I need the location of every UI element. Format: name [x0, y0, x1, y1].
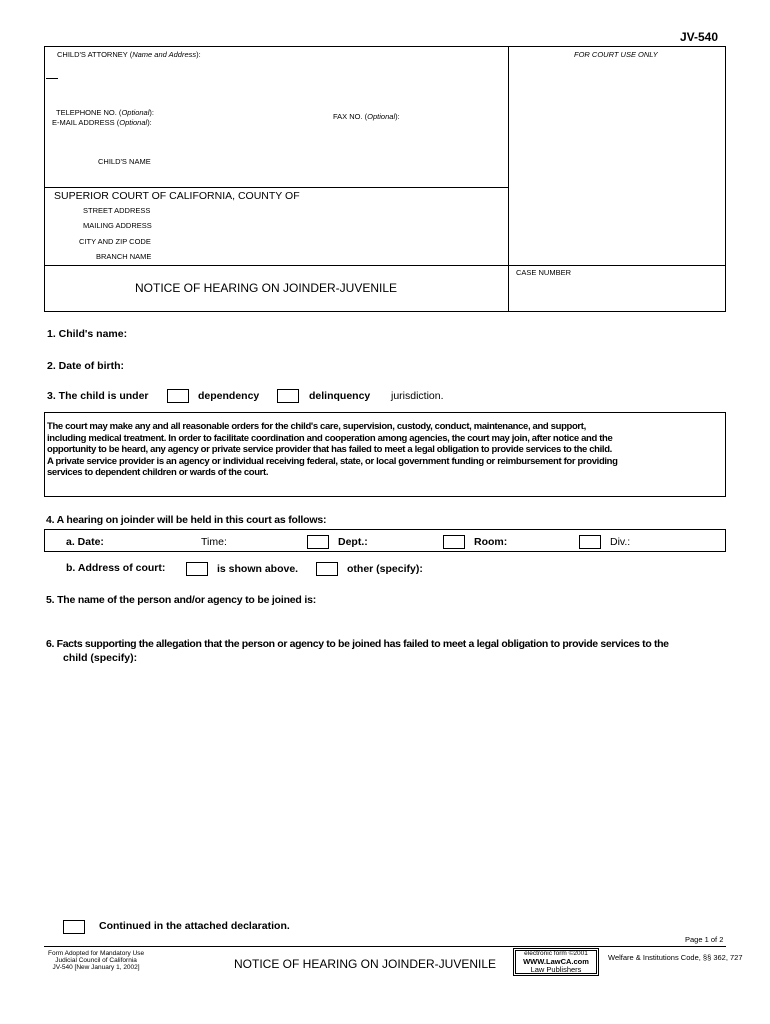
item-6-line-2: child (specify):: [63, 652, 138, 664]
email-label: E-MAIL ADDRESS (Optional):: [52, 118, 152, 127]
lawca-site: WWW.LawCA.com: [523, 957, 589, 966]
header-divider: [508, 46, 509, 312]
notice-line-1: The court may make any and all reasonable orders for the child's care, supervision, custody, conduct, maintenance, and support,: [47, 421, 586, 432]
shown-above-checkbox[interactable]: [186, 562, 208, 576]
adopted-block: [48, 950, 144, 971]
header-box: [44, 46, 726, 312]
telephone-label: TELEPHONE NO. (Optional):: [56, 108, 154, 117]
publisher-text: [513, 950, 599, 974]
electronic-form-label: electronic form ©2001: [524, 950, 588, 957]
attorney-mark: [46, 78, 58, 79]
dependency-label: dependency: [198, 390, 260, 402]
continued-label: Continued in the attached declaration.: [99, 920, 290, 932]
item-1-childs-name: 1. Child's name:: [47, 328, 128, 340]
form-number: JV-540: [680, 30, 719, 44]
date-label: a. Date:: [66, 536, 104, 548]
form-title: NOTICE OF HEARING ON JOINDER-JUVENILE: [135, 281, 398, 295]
city-zip-label: CITY AND ZIP CODE: [79, 237, 151, 246]
footer-title: NOTICE OF HEARING ON JOINDER-JUVENILE: [234, 957, 497, 971]
adopted-line-2: Judicial Council of California: [55, 957, 137, 964]
item-4-label: 4. A hearing on joinder will be held in this court as follows:: [46, 514, 327, 526]
item-6-line-1: 6. Facts supporting the allegation that the person or agency to be joined has failed to meet a legal obligation to provide services to the: [46, 638, 669, 650]
dept-checkbox[interactable]: [307, 535, 329, 549]
delinquency-label: delinquency: [309, 390, 371, 402]
item-2-date-of-birth: 2. Date of birth:: [47, 360, 125, 372]
dependency-checkbox[interactable]: [167, 389, 189, 403]
adopted-line-3: JV-540 [New January 1, 2002]: [52, 964, 140, 971]
item-3-label: 3. The child is under: [47, 390, 149, 402]
other-specify-label: other (specify):: [347, 563, 423, 575]
footer-rule: [44, 946, 726, 947]
address-of-court-label: b. Address of court:: [66, 562, 166, 574]
shown-above-label: is shown above.: [217, 563, 299, 575]
attorney-label: CHILD'S ATTORNEY (Name and Address):: [57, 50, 201, 59]
time-label: Time:: [201, 536, 227, 548]
notice-line-5: services to dependent children or wards of the court.: [47, 467, 269, 479]
branch-label: BRANCH NAME: [96, 252, 152, 261]
notice-line-3: opportunity to be heard, any agency or private service provider that has failed to meet a legal obligation to provide services to the child.: [47, 444, 612, 456]
fax-label: FAX NO. (Optional):: [333, 112, 400, 121]
page-number: Page 1 of 2: [685, 935, 724, 944]
court-heading: SUPERIOR COURT OF CALIFORNIA, COUNTY OF: [54, 190, 300, 202]
adopted-line-1: Form Adopted for Mandatory Use: [48, 950, 145, 957]
div-checkbox[interactable]: [579, 535, 601, 549]
header-hline-1: [44, 187, 509, 188]
court-use-label: FOR COURT USE ONLY: [574, 50, 658, 59]
div-label: Div.:: [610, 536, 631, 548]
street-label: STREET ADDRESS: [83, 206, 151, 215]
notice-line-2: including medical treatment. In order to facilitate coordination and cooperation among agencies, the court may join, after notice and the: [47, 432, 613, 444]
statute-code: Welfare & Institutions Code, §§ 362, 727: [608, 953, 743, 962]
notice-text: [47, 421, 618, 479]
mailing-label: MAILING ADDRESS: [83, 221, 152, 230]
continued-checkbox[interactable]: [63, 920, 85, 934]
dept-label: Dept.:: [338, 536, 368, 548]
room-label: Room:: [474, 536, 508, 548]
other-checkbox[interactable]: [316, 562, 338, 576]
item-5-label: 5. The name of the person and/or agency to be joined is:: [46, 594, 317, 606]
case-number-label: CASE NUMBER: [516, 268, 572, 277]
header-hline-2: [44, 265, 726, 266]
room-checkbox[interactable]: [443, 535, 465, 549]
jurisdiction-label: jurisdiction.: [391, 390, 444, 402]
notice-line-4: A private service provider is an agency or individual receiving federal, state, or local government funding or reimbursement for providing: [47, 455, 618, 467]
childs-name-label: CHILD'S NAME: [98, 157, 151, 166]
law-publishers: Law Publishers: [530, 965, 582, 974]
delinquency-checkbox[interactable]: [277, 389, 299, 403]
